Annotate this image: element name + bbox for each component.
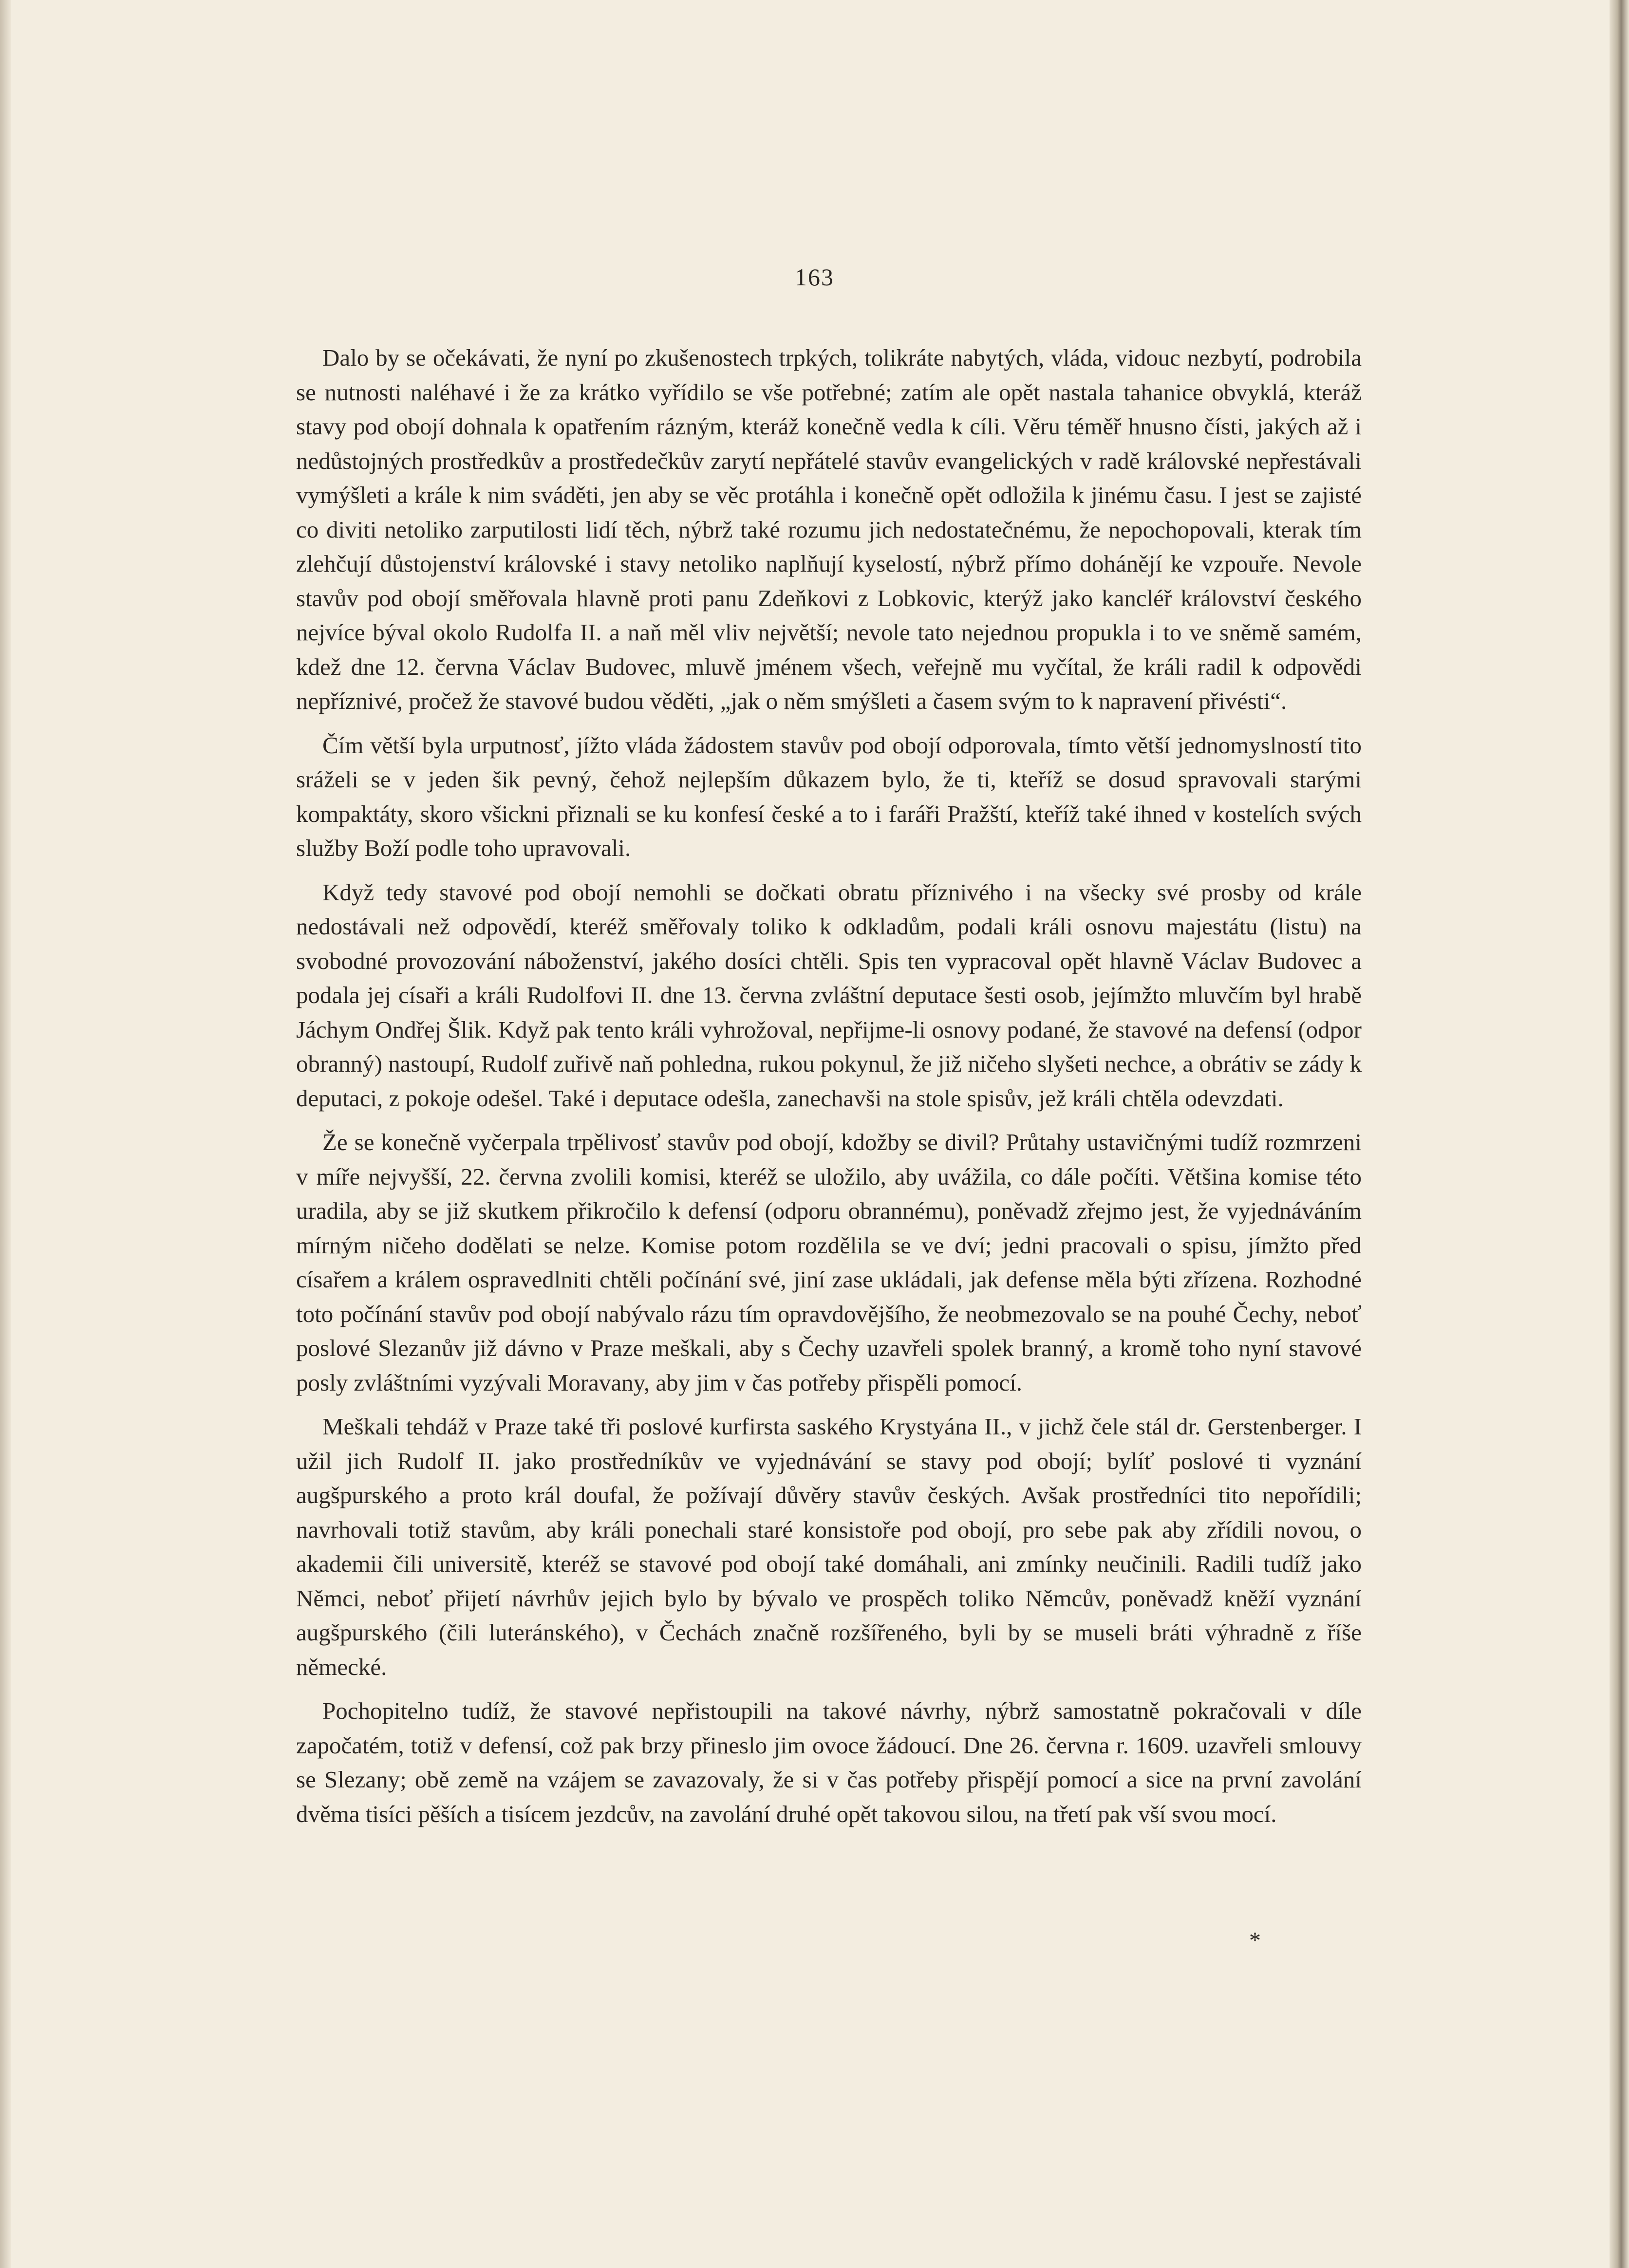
paragraph: Meškali tehdáž v Praze také tři poslové kurfirsta saského Krystyána II., v jichž čele stál dr. Gerstenberger. I užil jich Rudolf II. jako prostředníkův ve vyjednávání se stavy pod obojí; bylíť poslové ti vyznání augšpurského a proto král doufal, že požívají důvěry stavův českých. Avšak prostředníci tito nepořídili; navrhovali totiž stavům, aby králi ponechali staré konsistoře pod obojí, pro sebe pak aby zřídili novou, o akademii čili universitě, kteréž se stavové pod obojí také domáhali, ani zmínky neučinili. Radili tudíž jako Němci, neboť přijetí návrhův jejich bylo by bývalo ve prospěch toliko Němcův, poněvadž kněží vyznání augšpurského (čili luteránského), v Čechách značně rozšířeného, byli by se museli bráti výhradně z říše německé. xyxy=(296,1413,1362,1680)
section-separator: * xyxy=(1249,1928,1261,1953)
paragraph: Dalo by se očekávati, že nyní po zkušenostech trpkých, tolikráte nabytých, vláda, vidouc nezbytí, podrobila se nutnosti naléhavé i že za krátko vyřídilo se vše potřebné; zatím ale opět nastala tahanice obvyklá, kteráž stavy pod obojí dohnala k opatřením rázným, kteráž konečně vedla k cíli. Věru téměř hnusno čísti, jakých až i nedůstojných prostředkův a prostředečkův zarytí nepřátelé stavův evangelických v radě královské nepřestávali vymýšleti a krále k nim sváděti, jen aby se věc protáhla i konečně opět odložila k jinému času. I jest se zajisté co diviti netoliko zarputilosti lidí těch, nýbrž také rozumu jich nedostatečnému, že nepochopovali, kterak tím zlehčují důstojenství královské i stavy netoliko naplňují kyselostí, nýbrž přímo dohánějí ke vzpouře. Nevole stavův pod obojí směřovala hlavně proti panu Zdeňkovi z Lobkovic, kterýž jako kancléř království českého nejvíce býval okolo Rudolfa II. a naň měl vliv největší; nevole tato nejednou propukla i to ve sněmě samém, kdež dne 12. června Václav Budovec, mluvě jménem všech, veřejně mu vyčítal, že králi radil k odpovědi nepříznivé, pročež že stavové budou věděti, „jak o něm smýšleti a časem svým to k napravení přivésti“. xyxy=(296,344,1362,714)
paragraph: Že se konečně vyčerpala trpělivosť stavův pod obojí, kdožby se divil? Průtahy ustavičnými tudíž rozmrzeni v míře nejvyšší, 22. června zvolili komisi, kteréž se uložilo, aby uvážila, co dále počíti. Většina komise této uradila, aby se již skutkem přikročilo k defensí (odporu obrannému), poněvadž zřejmo jest, že vyjednáváním mírným ničeho dodělati se nelze. Komise potom rozdělila se ve dví; jedni pracovali o spisu, jímžto před císařem a králem ospravedlniti chtěli počínání své, jiní zase ukládali, jak defense měla býti zřízena. Rozhodné toto počínání stavův pod obojí nabývalo rázu tím opravdovějšího, že neobmezovalo se na pouhé Čechy, neboť poslové Slezanův již dávno v Praze meškali, aby s Čechy uzavřeli spolek branný, a kromě toho nyní stavové posly zvláštními vyzývali Moravany, aby jim v čas potřeby přispěli pomocí. xyxy=(296,1129,1362,1396)
page-number: 163 xyxy=(795,263,834,291)
scan-binding-edge xyxy=(1610,0,1629,2268)
paragraph: Pochopitelno tudíž, že stavové nepřistoupili na takové návrhy, nýbrž samostatně pokračovali v díle započatém, totiž v defensí, což pak brzy přineslo jim ovoce žádoucí. Dne 26. června r. 1609. uzavřeli smlouvy se Slezany; obě země na vzájem se zavazovaly, že si v čas potřeby přispějí pomocí a sice na první zavolání dvěma tisíci pěších a tisícem jezdcův, na zavolání druhé opět takovou silou, na třetí pak vší svou mocí. xyxy=(296,1697,1362,1827)
scan-left-edge xyxy=(0,0,11,2268)
paragraph: Čím větší byla urputnosť, jížto vláda žádostem stavův pod obojí odporovala, tímto větší jednomyslností tito sráželi se v jeden šik pevný, čehož nejlepším důkazem bylo, že ti, kteříž se dosud spravovali starými kompaktáty, skoro všickni přiznali se ku konfesí české a to i faráři Pražští, kteříž také ihned v kostelích svých služby Boží podle toho upravovali. xyxy=(296,731,1362,861)
body-text xyxy=(296,341,1362,1841)
paragraph: Když tedy stavové pod obojí nemohli se dočkati obratu příznivého i na všecky své prosby od krále nedostávali než odpovědí, kteréž směřovaly toliko k odkladům, podali králi osnovu majestátu (listu) na svobodné provozování náboženství, jakého dosíci chtěli. Spis ten vypracoval opět hlavně Václav Budovec a podala jej císaři a králi Rudolfovi II. dne 13. června zvláštní deputace šesti osob, jejímžto mluvčím byl hrabě Jáchym Ondřej Šlik. Když pak tento králi vyhrožoval, nepřijme-li osnovy podané, že stavové na defensí (odpor obranný) nastoupí, Rudolf zuřivě naň pohledna, rukou pokynul, že již ničeho slyšeti nechce, a obrátiv se zády k deputaci, z pokoje odešel. Také i deputace odešla, zanechavši na stole spisův, jež králi chtěla odevzdati. xyxy=(296,878,1362,1112)
